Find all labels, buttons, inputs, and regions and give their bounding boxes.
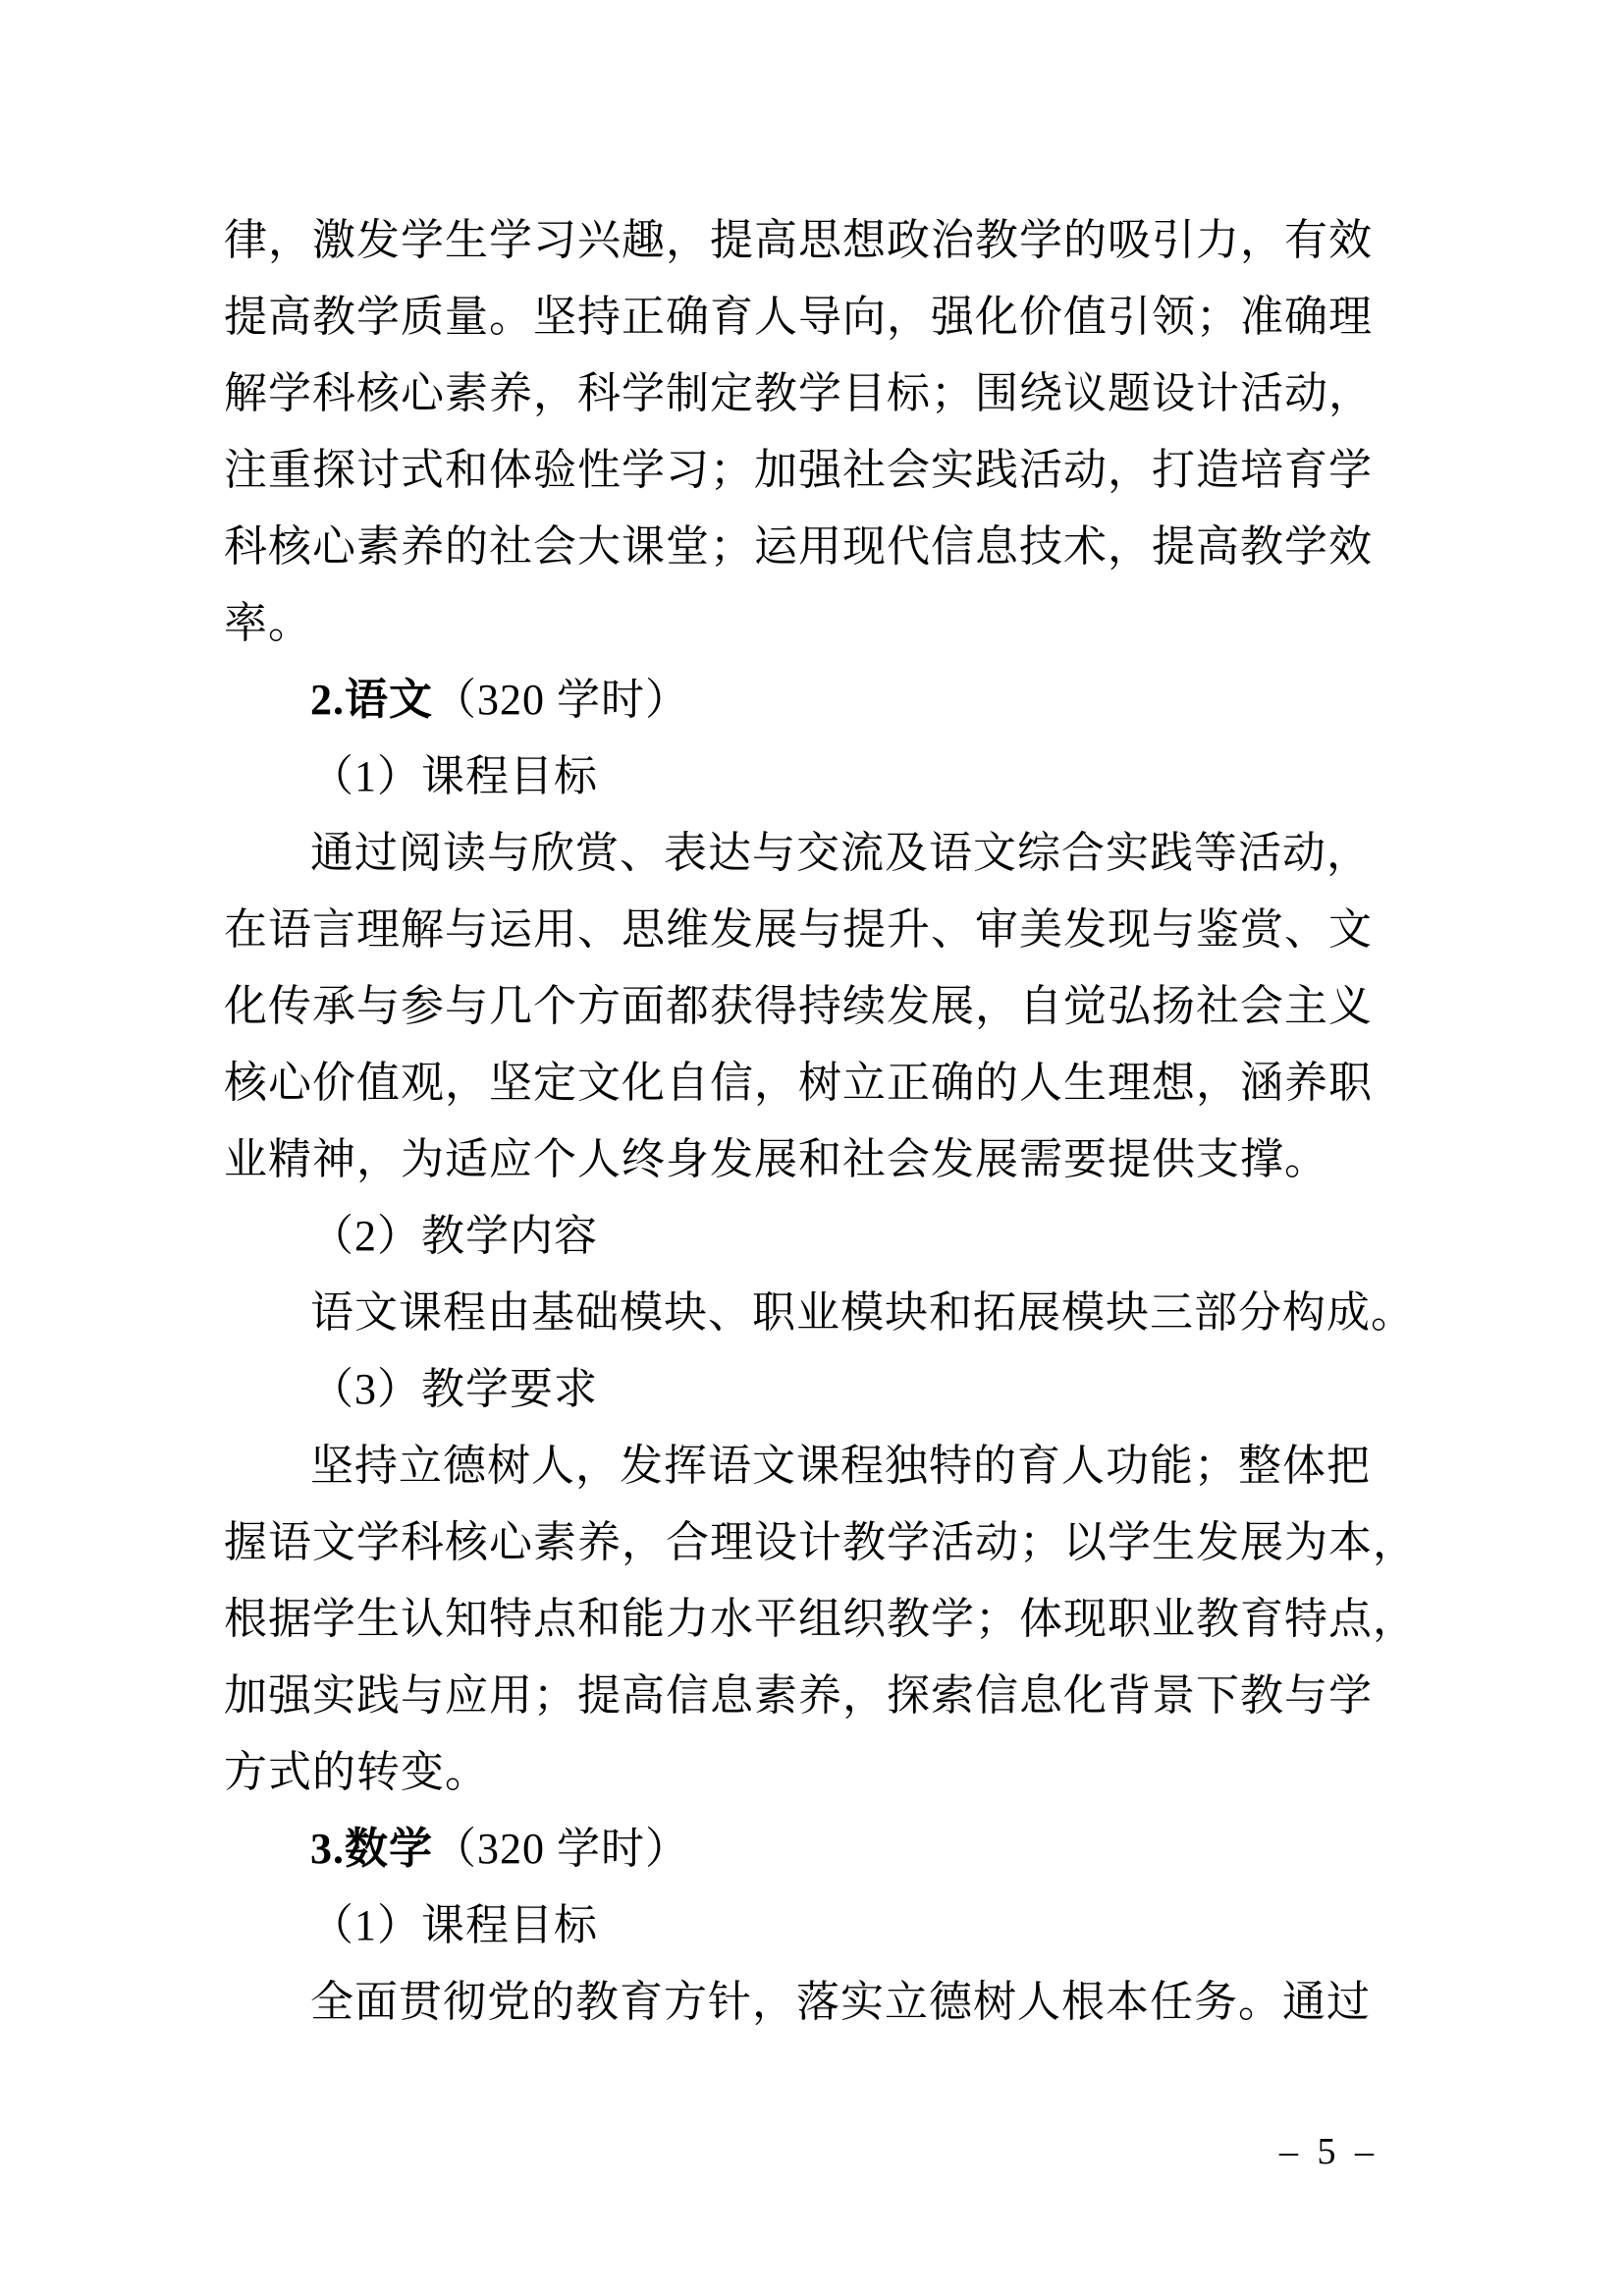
body-text-line: 方式的转变。: [224, 1748, 489, 1796]
body-text-line: 化传承与参与几个方面都获得持续发展，自觉弘扬社会主义: [224, 982, 1373, 1030]
page-number: – 5 –: [1279, 2131, 1379, 2172]
section-heading-number-title: 3.数学: [310, 1825, 433, 1873]
subsection-heading: （3）教学要求: [310, 1365, 598, 1413]
body-text-line: 注重探讨式和体验性学习；加强社会实践活动，打造培育学: [224, 446, 1373, 494]
body-text-line: 坚持立德树人，发挥语文课程独特的育人功能；整体把: [310, 1442, 1371, 1490]
body-text-line: 核心价值观，坚定文化自信，树立正确的人生理想，涵养职: [224, 1059, 1373, 1107]
body-text-line: 提高教学质量。坚持正确育人导向，强化价值引领；准确理: [224, 293, 1373, 341]
body-text-line: 全面贯彻党的教育方针，落实立德树人根本任务。通过: [310, 1978, 1371, 2026]
body-text-line: 加强实践与应用；提高信息素养，探索信息化背景下教与学: [224, 1671, 1373, 1720]
body-text-line: 通过阅读与欣赏、表达与交流及语文综合实践等活动，: [310, 829, 1371, 877]
body-text-line: 握语文学科核心素养，合理设计教学活动；以学生发展为本，: [224, 1518, 1417, 1566]
document-body: [224, 202, 1417, 2041]
body-text-line: 语文课程由基础模块、职业模块和拓展模块三部分构成。: [310, 1288, 1415, 1337]
body-text-line: 律，激发学生学习兴趣，提高思想政治教学的吸引力，有效: [224, 216, 1373, 264]
body-text-line: 在语言理解与运用、思维发展与提升、审美发现与鉴赏、文: [224, 905, 1373, 954]
body-text-line: 业精神，为适应个人终身发展和社会发展需要提供支撑。: [224, 1135, 1328, 1183]
body-text-line: 解学科核心素养，科学制定教学目标；围绕议题设计活动，: [224, 369, 1373, 417]
section-heading-hours: （320 学时）: [433, 1825, 689, 1873]
body-text-line: 科核心素养的社会大课堂；运用现代信息技术，提高教学效: [224, 522, 1373, 571]
subsection-heading: （1）课程目标: [310, 1901, 598, 1949]
body-text-line: 根据学生认知特点和能力水平组织教学；体现职业教育特点，: [224, 1595, 1417, 1643]
section-heading: [224, 662, 1373, 738]
section-heading: [224, 1811, 1373, 1887]
section-heading-number-title: 2.语文: [310, 676, 433, 724]
subsection-heading: （1）课程目标: [310, 752, 598, 800]
subsection-heading: （2）教学内容: [310, 1212, 598, 1260]
section-heading-hours: （320 学时）: [433, 676, 689, 724]
body-text-line: 率。: [224, 599, 312, 647]
